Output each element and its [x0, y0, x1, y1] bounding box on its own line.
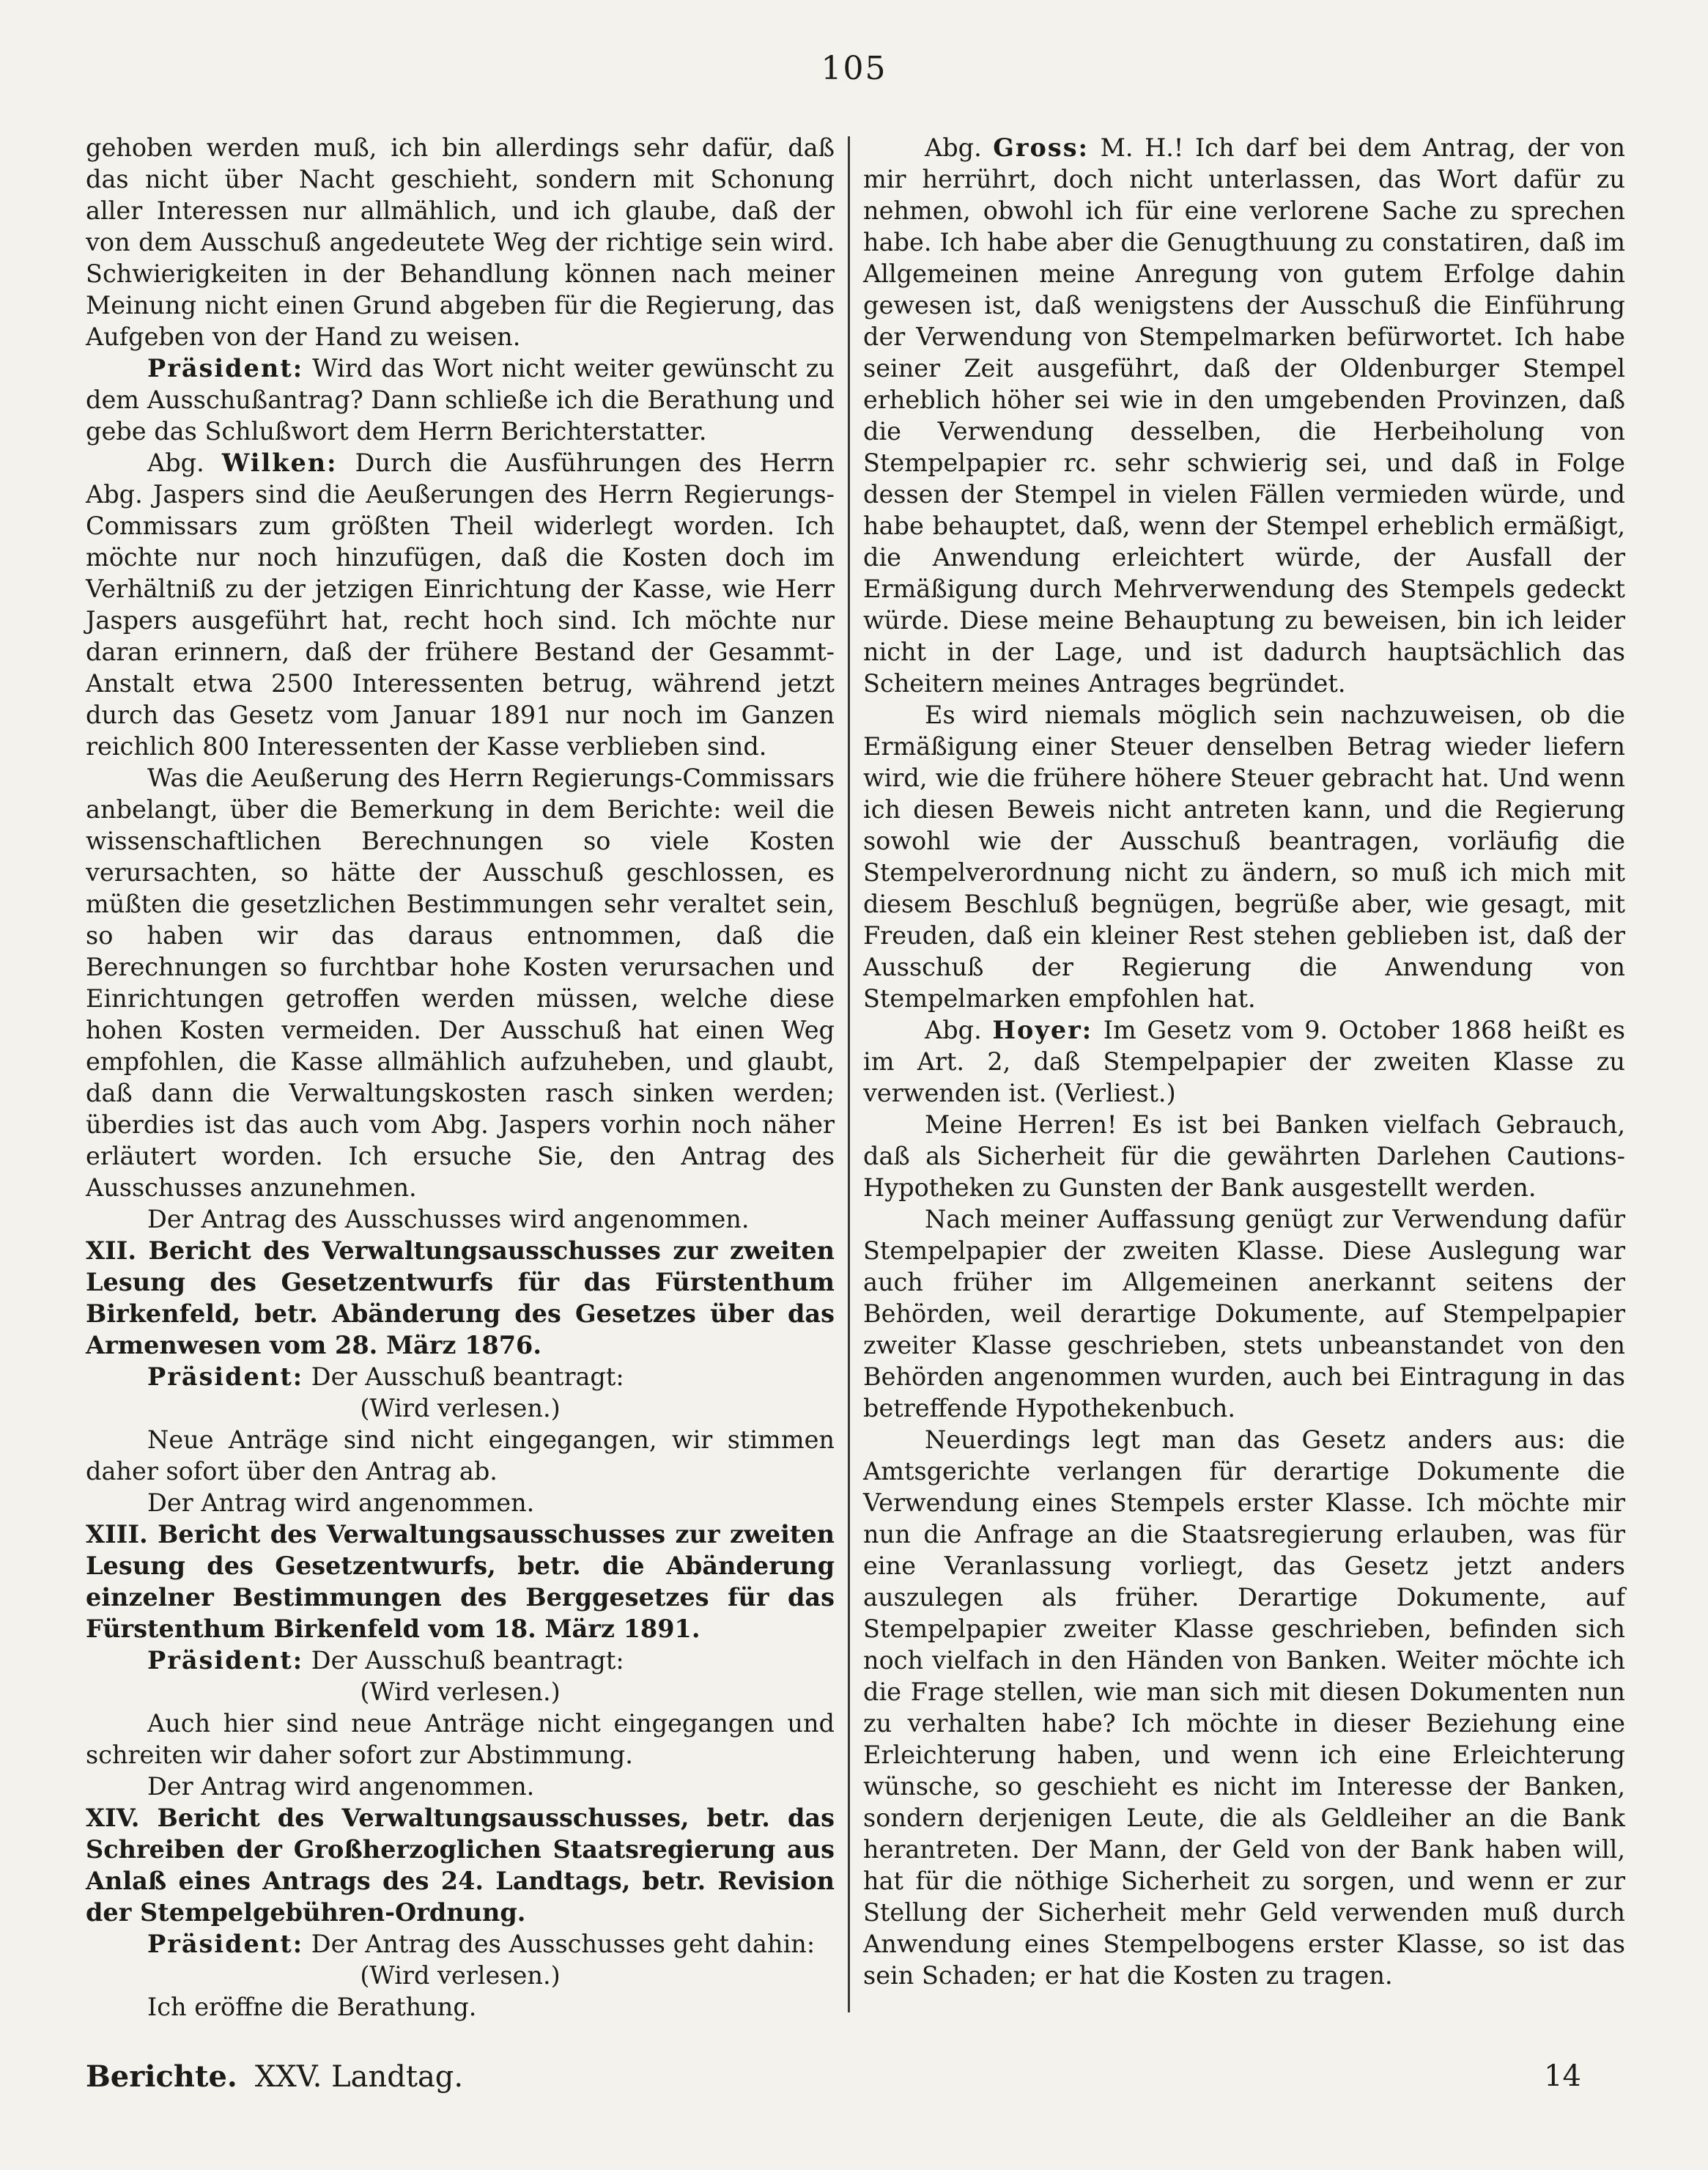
speech-paragraph [863, 1014, 1625, 1109]
paragraph: Neuerdings legt man das Gesetz anders aus: die Amtsgerichte verlangen für derartige Dokumente die Verwendung eines Stempels erster Klasse. Ich möchte mir nun die Anfrage an die Staatsregierung erlauben, was für eine Veranlassung vorliegt, das Gesetz jetzt anders auszulegen als früher. Derartige Dokumente, auf Stempelpapier zweiter Klasse geschrieben, befinden sich noch vielfach in den Händen von Banken. Weiter möchte ich die Frage stellen, wie man sich mit diesen Dokumenten nun zu verhalten habe? Ich möchte in dieser Beziehung eine Erleichterung haben, und wenn ich eine Erleichterung wünsche, so geschieht es nicht im Interesse der Banken, sondern derjenigen Leute, die als Geldleiher an die Bank herantreten. Der Mann, der Geld von der Bank haben will, hat für die nöthige Sicherheit zu sorgen, und wenn er zur Stellung der Sicherheit mehr Geld verwenden muß durch Anwendung eines Stempelbogens erster Klasse, so ist das sein Schaden; er hat die Kosten zu tragen. [863, 1425, 1625, 1990]
paragraph: Es wird niemals möglich sein nachzuweisen, ob die Ermäßigung einer Steuer denselben Betrag wieder liefern wird, wie die frühere höhere Steuer gebracht hat. Und wenn ich diesen Beweis nicht antreten kann, und die Regierung sowohl wie der Ausschuß beantragen, vorläufig die Stempelverordnung nicht zu ändern, so muß ich mich mit diesem Beschluß begnügen, begrüße aber, wie gesagt, mit Freuden, daß ein kleiner Rest stehen geblieben ist, daß der Ausschuß der Regierung die Anwendung von Stempelmarken empfohlen hat. [863, 701, 1625, 1013]
speech-text: Im Gesetz vom 9. October 1868 heißt es im Art. 2, daß Stempelpapier der zweiten Klasse zu verwenden ist. (Verliest.) [863, 1016, 1625, 1107]
column-divider [848, 136, 850, 2012]
paragraph: Auch hier sind neue Anträge nicht eingegangen und schreiten wir daher sofort zur Abstimmung. [86, 1709, 835, 1769]
continued-paragraph: gehoben werden muß, ich bin allerdings sehr dafür, daß das nicht über Nacht geschieht, sondern mit Schonung aller Interessen nur allmählich, und ich glaube, daß der von dem Ausschuß angedeutete Weg der richtige sein wird. Schwierigkeiten in der Behandlung können nach meiner Meinung nicht einen Grund abgeben für die Regierung, das Aufgeben von der Hand zu weisen. [86, 133, 835, 351]
speaker-name: Präsident: [147, 1646, 304, 1675]
speaker-name: Wilken: [221, 449, 338, 477]
paragraph: Meine Herren! Es ist bei Banken vielfach Gebrauch, daß als Sicherheit für die gewährten Darlehen Cautions-Hypotheken zu Gunsten der Bank ausgestellt werden. [863, 1110, 1625, 1202]
paragraph: Ich eröffne die Berathung. [147, 1993, 477, 2021]
footer-session-label: XXV. Landtag. [254, 2060, 464, 2094]
speaker-name: Präsident: [147, 1362, 304, 1391]
paragraph: Der Antrag wird angenommen. [147, 1488, 535, 1517]
section-heading: XIII. Bericht des Verwaltungsausschusses zur zweiten Lesung des Gesetzentwurfs, betr. die Abänderung einzelner Bestimmungen des Berggesetzes für das Fürstenthum Birkenfeld vom 18. März 1891. [86, 1520, 835, 1643]
speech-text: Der Ausschuß beantragt: [311, 1646, 624, 1675]
speech-text: M. H.! Ich darf bei dem Antrag, der von mir herrührt, doch nicht unterlassen, das Wort dafür zu nehmen, obwohl ich für eine verlorene Sache zu sprechen habe. Ich habe aber die Genugthuung zu constatiren, daß im Allgemeinen meine Anregung von gutem Erfolge dahin gewesen ist, daß wenigstens der Ausschuß die Einführung der Verwendung von Stempelmarken befürwortet. Ich habe seiner Zeit ausgeführt, daß der Oldenburger Stempel erheblich höher sei wie in den umgebenden Provinzen, daß die Verwendung desselben, die Herbeiholung von Stempelpapier rc. sehr schwierig sei, und daß in Folge dessen der Stempel in vielen Fällen vermieden würde, und habe behauptet, daß, wenn der Stempel erheblich ermäßigt, die Anwendung erleichtert würde, der Ausfall der Ermäßigung durch Mehrverwendung des Stempels gedeckt würde. Diese meine Behauptung zu beweisen, bin ich leider nicht in der Lage, und ist dadurch hauptsächlich das Scheitern meines Antrages begründet. [863, 133, 1625, 698]
page-number: 105 [821, 50, 887, 87]
speaker-name: Gross: [993, 133, 1089, 162]
left-column [86, 132, 835, 2023]
speech-text: Wird das Wort nicht weiter gewünscht zu dem Ausschußantrag? Dann schließe ich die Berathung und gebe das Schlußwort dem Herrn Berichterstatter. [86, 354, 835, 446]
speech-paragraph [86, 1645, 835, 1676]
footer-sheet-number: 14 [1544, 2059, 1581, 2093]
speech-text: Durch die Ausführungen des Herrn Abg. Jaspers sind die Aeußerungen des Herrn Regierungs-Commissars zum größten Theil widerlegt worden. Ich möchte nur noch hinzufügen, daß die Kosten doch im Verhältniß zu der jetzigen Einrichtung der Kasse, wie Herr Jaspers ausgeführt hat, recht hoch sind. Ich möchte nur daran erinnern, daß der frühere Bestand der Gesammt-Anstalt etwa 2500 Interessenten betrug, während jetzt durch das Gesetz vom Januar 1891 nur noch im Ganzen reichlich 800 Interessenten der Kasse verblieben sind. [86, 449, 835, 761]
stage-direction: (Wird verlesen.) [360, 1961, 561, 1990]
speech-text: Der Antrag des Ausschusses geht dahin: [311, 1930, 816, 1958]
paragraph: Nach meiner Auffassung genügt zur Verwendung dafür Stempelpapier der zweiten Klasse. Diese Auslegung war auch früher im Allgemeinen anerkannt seitens der Behörden, weil derartige Dokumente, auf Stempelpapier zweiter Klasse geschrieben, stets unbeanstandet von den Behörden angenommen wurden, auch bei Eintragung in das betreffende Hypothekenbuch. [863, 1205, 1625, 1422]
speaker-title: Abg. [925, 133, 982, 162]
speech-paragraph [86, 353, 835, 447]
paragraph: Der Antrag des Ausschusses wird angenommen. [147, 1205, 750, 1233]
footer-section-label: Berichte. [86, 2059, 237, 2094]
speaker-title: Abg. [925, 1016, 982, 1044]
speech-text: Der Ausschuß beantragt: [311, 1362, 624, 1391]
speech-paragraph [86, 447, 835, 762]
speaker-name: Präsident: [147, 1930, 304, 1958]
speaker-title: Abg. [147, 449, 204, 477]
paragraph: Was die Aeußerung des Herrn Regierungs-Commissars anbelangt, über die Bemerkung in dem Berichte: weil die wissenschaftlichen Berechnungen so viele Kosten verursachten, so hätte der Ausschuß geschlossen, es müßten die gesetzlichen Bestimmungen sehr veraltet sein, so haben wir das daraus entnommen, daß die Berechnungen so furchtbar hohe Kosten verursachen und Einrichtungen getroffen werden müssen, welche diese hohen Kosten vermeiden. Der Ausschuß hat einen Weg empfohlen, die Kasse allmählich aufzuheben, und glaubt, daß dann die Verwaltungskosten rasch sinken werden; überdies ist das auch vom Abg. Jaspers vorhin noch näher erläutert worden. Ich ersuche Sie, den Antrag des Ausschusses anzunehmen. [86, 764, 835, 1202]
stage-direction: (Wird verlesen.) [360, 1678, 561, 1706]
section-heading: XII. Bericht des Verwaltungsausschusses zur zweiten Lesung des Gesetzentwurfs für das Fürstenthum Birkenfeld, betr. Abänderung des Gesetzes über das Armenwesen vom 28. März 1876. [86, 1236, 835, 1359]
section-heading: XIV. Bericht des Verwaltungsausschusses, betr. das Schreiben der Großherzoglichen Staatsregierung aus Anlaß eines Antrags des 24. Landtags, betr. Revision der Stempelgebühren-Ordnung. [86, 1804, 835, 1927]
speech-paragraph [86, 1928, 835, 1960]
paragraph: Neue Anträge sind nicht eingegangen, wir stimmen daher sofort über den Antrag ab. [86, 1425, 835, 1486]
right-column [863, 132, 1625, 1991]
stage-direction: (Wird verlesen.) [360, 1394, 561, 1422]
footer-left [86, 2059, 463, 2094]
speech-paragraph [86, 1361, 835, 1392]
speech-paragraph [863, 132, 1625, 699]
paragraph: Der Antrag wird angenommen. [147, 1772, 535, 1801]
speaker-name: Präsident: [147, 354, 304, 383]
speaker-name: Hoyer: [992, 1016, 1093, 1044]
